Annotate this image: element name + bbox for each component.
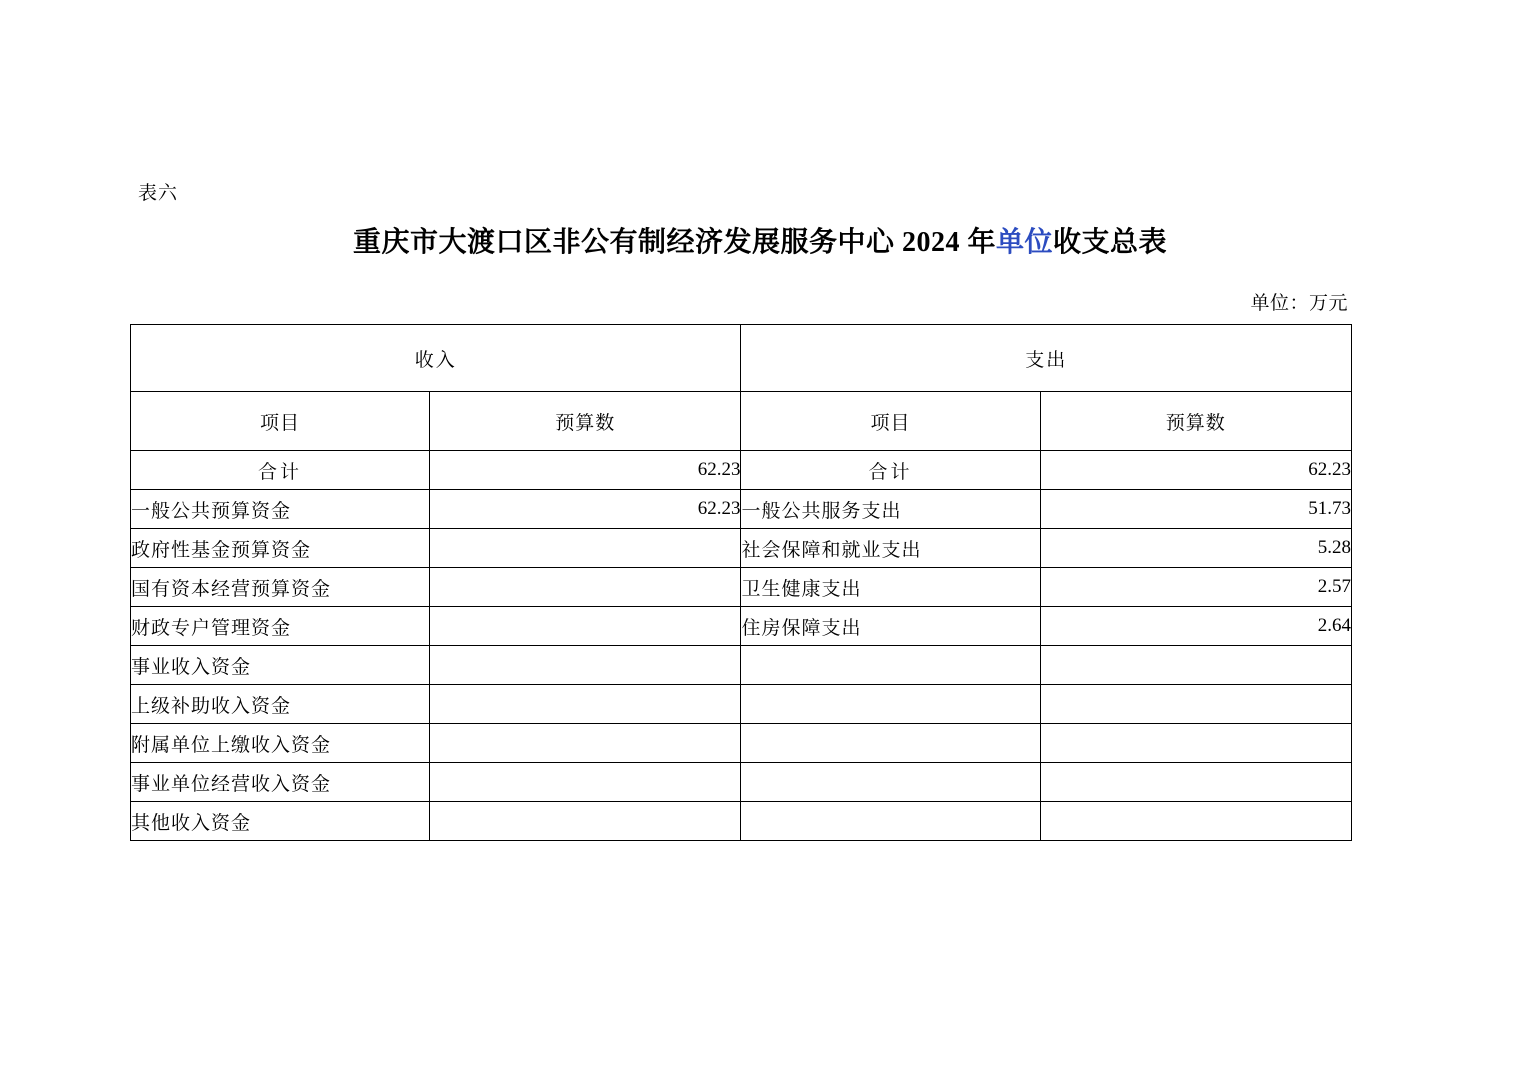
cell-expenditure-budget: [1040, 802, 1351, 841]
budget-table: [130, 324, 1352, 841]
cell-income-budget: 62.23: [430, 490, 741, 529]
cell-expenditure-item: 住房保障支出: [741, 607, 1040, 646]
cell-income-item: 财政专户管理资金: [131, 607, 430, 646]
group-header-expenditure: 支出: [741, 325, 1352, 392]
cell-income-item: 上级补助收入资金: [131, 685, 430, 724]
table-row: [131, 685, 1352, 724]
table-row: [131, 568, 1352, 607]
cell-expenditure-item: [741, 763, 1040, 802]
cell-income-item: 一般公共预算资金: [131, 490, 430, 529]
cell-expenditure-budget: 5.28: [1040, 529, 1351, 568]
cell-expenditure-item: [741, 802, 1040, 841]
page-title-highlight: 单位: [995, 227, 1053, 258]
page-title: [0, 220, 1520, 260]
cell-income-budget: [430, 646, 741, 685]
cell-income-budget: [430, 568, 741, 607]
column-header-row: [131, 392, 1352, 451]
cell-expenditure-item: [741, 685, 1040, 724]
cell-expenditure-budget: [1040, 685, 1351, 724]
cell-expenditure-budget: [1040, 646, 1351, 685]
table-row: [131, 763, 1352, 802]
page-title-suffix: 收支总表: [1053, 227, 1168, 258]
cell-income-budget: [430, 607, 741, 646]
unit-note: 单位：万元: [1250, 293, 1348, 314]
cell-income-item: 政府性基金预算资金: [131, 529, 430, 568]
cell-income-item: 事业收入资金: [131, 646, 430, 685]
cell-income-budget: [430, 802, 741, 841]
cell-income-item: 合计: [131, 451, 430, 490]
group-header-income: 收入: [131, 325, 741, 392]
column-header-expenditure-item: 项目: [741, 392, 1040, 451]
budget-table-body: [131, 325, 1352, 841]
cell-income-budget: [430, 763, 741, 802]
cell-expenditure-budget: 2.64: [1040, 607, 1351, 646]
table-row: [131, 490, 1352, 529]
cell-expenditure-budget: [1040, 763, 1351, 802]
group-header-row: [131, 325, 1352, 392]
table-row: [131, 451, 1352, 490]
cell-expenditure-budget: [1040, 724, 1351, 763]
cell-expenditure-budget: 51.73: [1040, 490, 1351, 529]
cell-expenditure-item: 一般公共服务支出: [741, 490, 1040, 529]
cell-income-item: 其他收入资金: [131, 802, 430, 841]
cell-income-item: 国有资本经营预算资金: [131, 568, 430, 607]
column-header-income-budget: 预算数: [430, 392, 741, 451]
cell-expenditure-budget: 2.57: [1040, 568, 1351, 607]
cell-income-item: 事业单位经营收入资金: [131, 763, 430, 802]
table-row: [131, 802, 1352, 841]
cell-income-budget: [430, 685, 741, 724]
cell-expenditure-item: 社会保障和就业支出: [741, 529, 1040, 568]
table-row: [131, 724, 1352, 763]
column-header-expenditure-budget: 预算数: [1040, 392, 1351, 451]
cell-expenditure-item: [741, 724, 1040, 763]
sheet-label: 表六: [138, 183, 179, 204]
cell-expenditure-budget: 62.23: [1040, 451, 1351, 490]
cell-income-budget: 62.23: [430, 451, 741, 490]
cell-income-budget: [430, 724, 741, 763]
cell-income-budget: [430, 529, 741, 568]
cell-expenditure-item: 合计: [741, 451, 1040, 490]
cell-income-item: 附属单位上缴收入资金: [131, 724, 430, 763]
column-header-income-item: 项目: [131, 392, 430, 451]
page-title-prefix: 重庆市大渡口区非公有制经济发展服务中心 2024 年: [352, 227, 996, 258]
table-row: [131, 607, 1352, 646]
table-row: [131, 646, 1352, 685]
cell-expenditure-item: 卫生健康支出: [741, 568, 1040, 607]
cell-expenditure-item: [741, 646, 1040, 685]
table-row: [131, 529, 1352, 568]
